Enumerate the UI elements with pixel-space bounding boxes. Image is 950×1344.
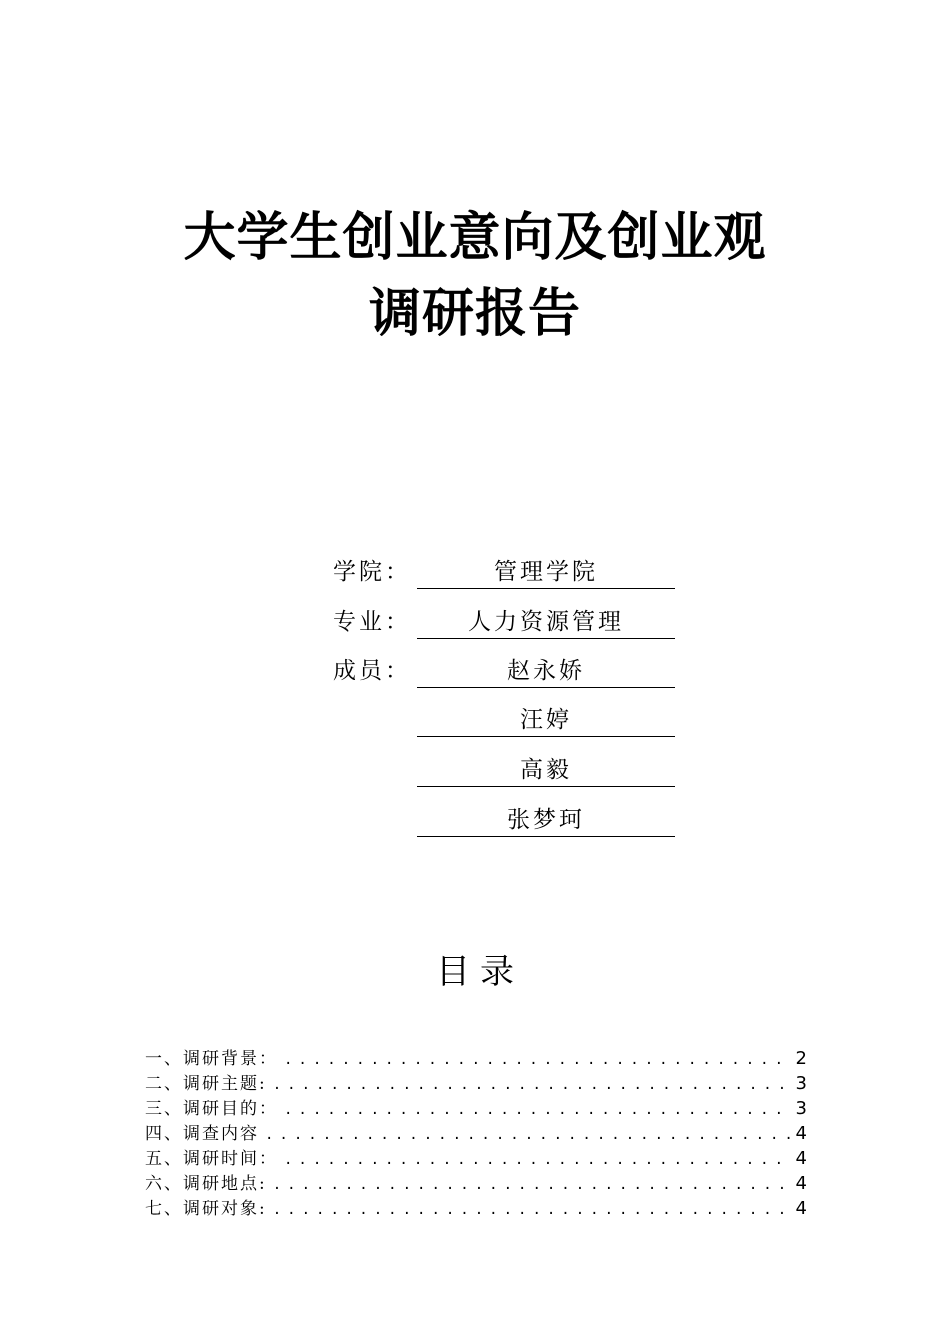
toc-entry-text: 六、调研地点: [145, 1174, 267, 1194]
toc-dot-leader [284, 1148, 792, 1173]
member-row [333, 754, 693, 790]
college-value: 管理学院 [417, 556, 675, 589]
member-name: 汪婷 [417, 704, 675, 737]
member-name: 张梦珂 [417, 804, 675, 837]
toc-entry[interactable] [145, 1096, 807, 1121]
toc-heading: 目录 [436, 952, 524, 992]
toc-entry[interactable] [145, 1121, 807, 1146]
member-name: 赵永娇 [417, 655, 675, 688]
toc-dot-leader [273, 1198, 792, 1223]
toc-dot-leader [273, 1173, 792, 1198]
toc-entry[interactable] [145, 1146, 807, 1171]
toc-entry-text: 四、调查内容 [145, 1124, 259, 1144]
member-row [333, 804, 693, 840]
toc-page-number: 3 [795, 1073, 807, 1094]
major-label: 专业： [333, 609, 411, 635]
toc-entry[interactable] [145, 1196, 807, 1221]
report-title-line-1: 大学生创业意向及创业观 [183, 208, 767, 268]
member-name: 高毅 [417, 754, 675, 787]
toc-page-number: 2 [795, 1048, 807, 1069]
toc-page-number: 4 [795, 1148, 807, 1169]
college-label: 学院： [333, 559, 411, 585]
toc-entry-text: 七、调研对象: [145, 1199, 267, 1219]
toc-page-number: 4 [795, 1198, 807, 1219]
toc-page-number: 4 [795, 1123, 807, 1144]
toc-entry-text: 三、调研目的： [145, 1099, 278, 1119]
toc-entry-text: 二、调研主题: [145, 1074, 267, 1094]
toc-dot-leader [284, 1048, 792, 1073]
members-row [333, 655, 693, 691]
college-row [333, 556, 693, 592]
toc-dot-leader [273, 1073, 792, 1098]
toc-entry[interactable] [145, 1171, 807, 1196]
toc-dot-leader [265, 1123, 792, 1148]
toc-entry[interactable] [145, 1071, 807, 1096]
toc-entry-text: 一、调研背景： [145, 1049, 278, 1069]
toc-page-number: 4 [795, 1173, 807, 1194]
member-row [333, 704, 693, 740]
table-of-contents [145, 1046, 807, 1221]
major-value: 人力资源管理 [417, 606, 675, 639]
major-row [333, 606, 693, 642]
report-title-line-2: 调研报告 [368, 284, 581, 344]
toc-page-number: 3 [795, 1098, 807, 1119]
toc-entry-text: 五、调研时间： [145, 1149, 278, 1169]
toc-dot-leader [284, 1098, 792, 1123]
members-label: 成员： [333, 658, 411, 684]
toc-entry[interactable] [145, 1046, 807, 1071]
